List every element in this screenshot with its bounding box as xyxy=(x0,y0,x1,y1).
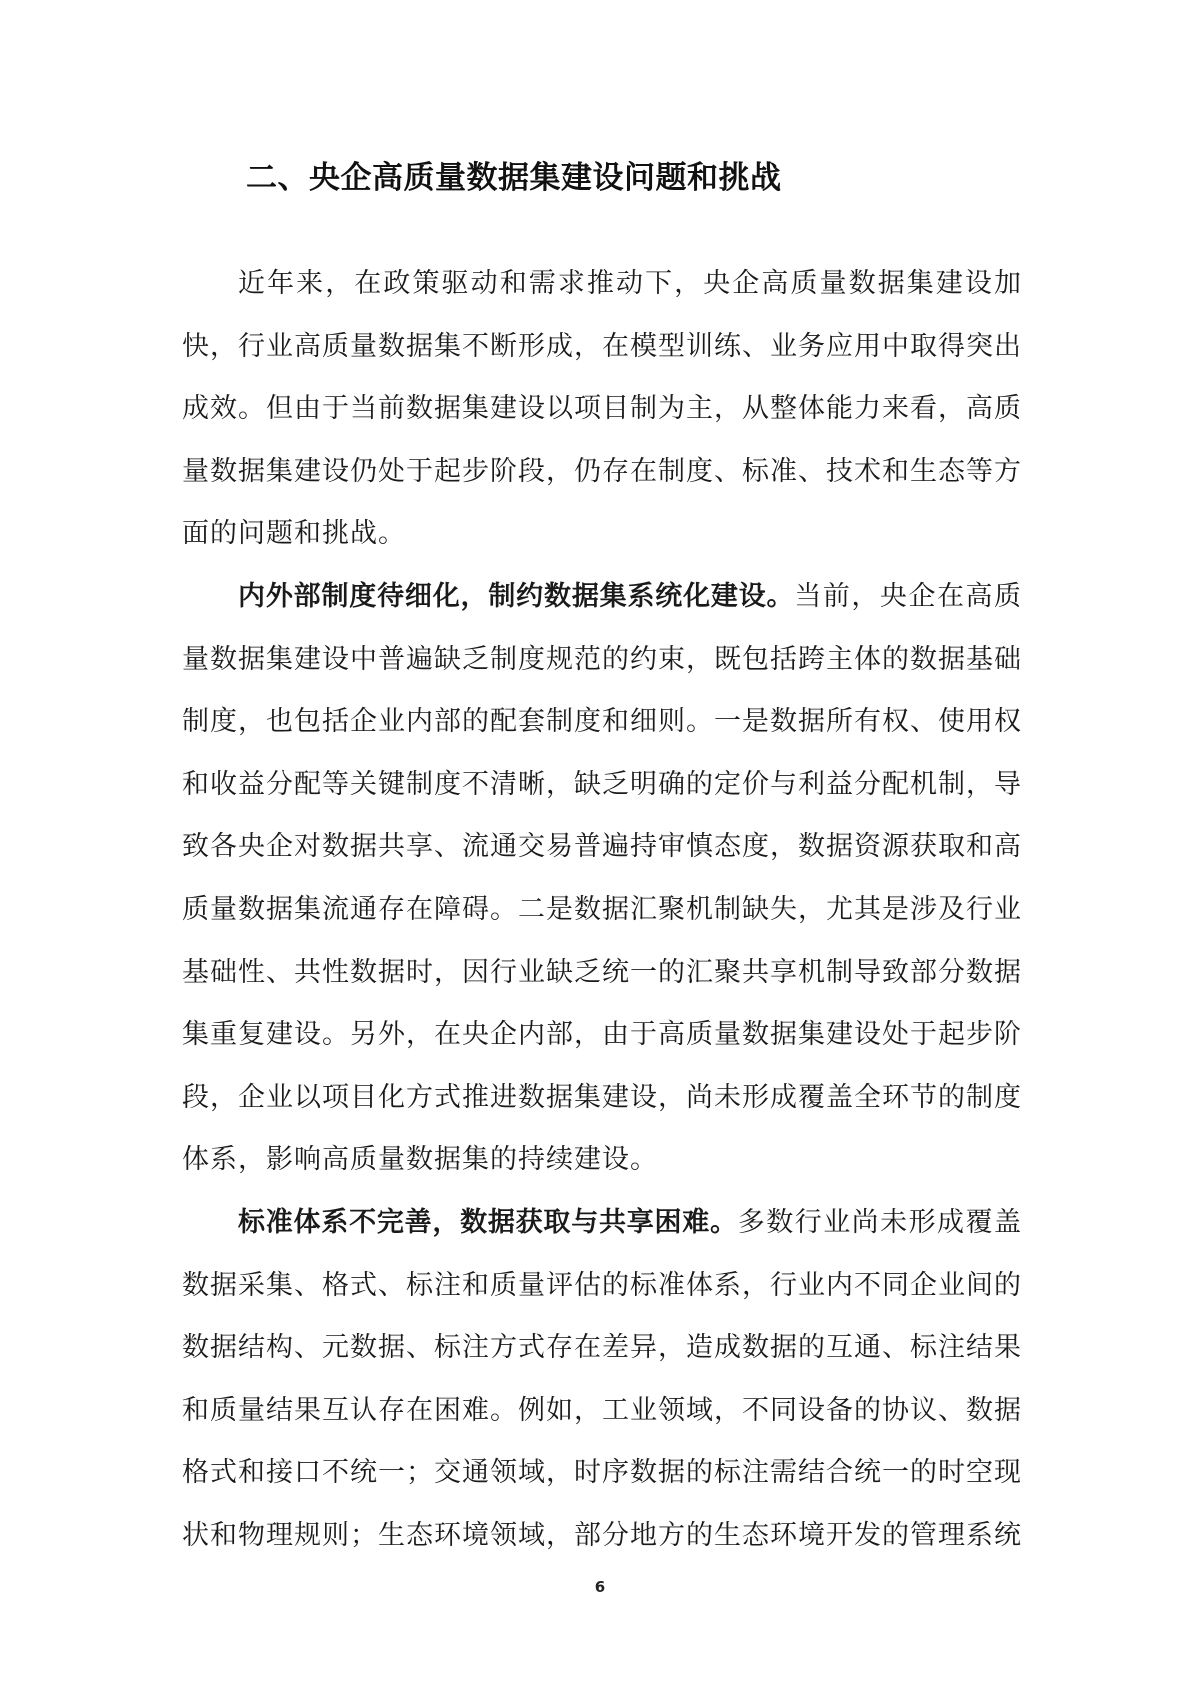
paragraph-institutions-text: 当前，央企在高质量数据集建设中普遍缺乏制度规范的约束，既包括跨主体的数据基础制度，也包括企业内部的配套制度和细则。一是数据所有权、使用权和收益分配等关键制度不清晰，缺乏明确的定价与利益分配机制，导致各央企对数据共享、流通交易普遍持审慎态度，数据资源获取和高质量数据集流通存在障碍。二是数据汇聚机制缺失，尤其是涉及行业基础性、共性数据时，因行业缺乏统一的汇聚共享机制导致部分数据集重复建设。另外，在央企内部，由于高质量数据集建设处于起步阶段，企业以项目化方式推进数据集建设，尚未形成覆盖全环节的制度体系，影响高质量数据集的持续建设。 xyxy=(182,580,1023,1176)
section-title: 二、央企高质量数据集建设问题和挑战 xyxy=(246,160,782,196)
paragraph-institutions xyxy=(182,566,1022,1192)
paragraph-standards xyxy=(182,1192,1022,1568)
paragraph-intro xyxy=(182,253,1022,566)
page-content xyxy=(182,150,1022,1567)
paragraph-institutions-lead: 内外部制度待细化，制约数据集系统化建设。 xyxy=(238,580,795,612)
paragraph-standards-text: 多数行业尚未形成覆盖数据采集、格式、标注和质量评估的标准体系，行业内不同企业间的数据结构、元数据、标注方式存在差异，造成数据的互通、标注结果和质量结果互认存在困难。例如，工业领域，不同设备的协议、数据格式和接口不统一；交通领域，时序数据的标注需结合统一的时空现状和物理规则；生态环境领域，部分地方的生态环境开发的管理系统 xyxy=(182,1206,1022,1551)
paragraph-standards-lead: 标准体系不完善，数据获取与共享困难。 xyxy=(238,1206,738,1238)
page-number: 6 xyxy=(594,1578,606,1596)
paragraph-intro-text: 近年来，在政策驱动和需求推动下，央企高质量数据集建设加快，行业高质量数据集不断形成，在模型训练、业务应用中取得突出成效。但由于当前数据集建设以项目制为主，从整体能力来看，高质量数据集建设仍处于起步阶段，仍存在制度、标准、技术和生态等方面的问题和挑战。 xyxy=(182,268,1022,550)
